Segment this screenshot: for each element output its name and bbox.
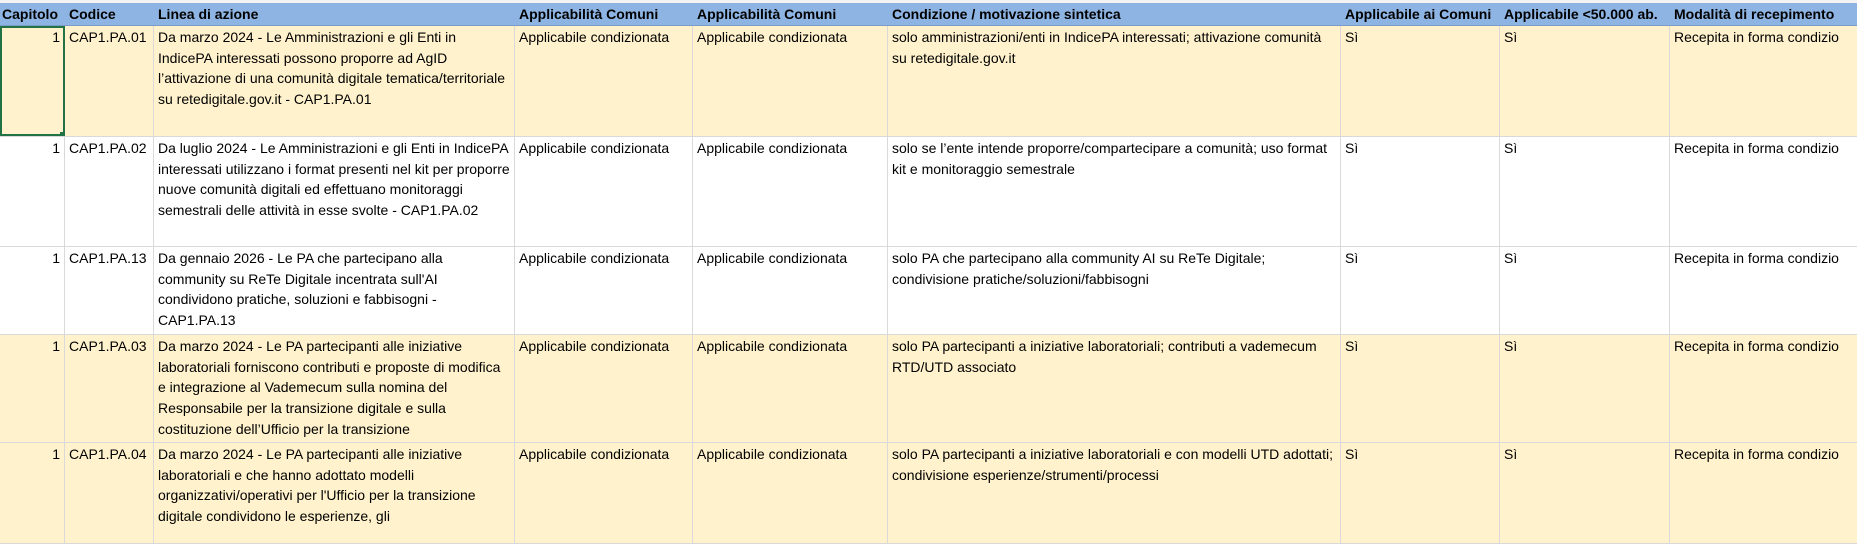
cell-applicabilita-comuni[interactable]: Applicabile condizionata [515, 335, 693, 442]
column-header-modalita-recepimento[interactable]: Modalità di recepimento [1670, 3, 1857, 25]
cell-codice[interactable]: CAP1.PA.02 [65, 137, 154, 246]
cell-applicabile-50000[interactable]: Sì [1500, 26, 1670, 136]
cell-capitolo[interactable]: 1 [0, 26, 65, 136]
cell-applicabilita-comuni-2[interactable]: Applicabile condizionata [693, 247, 888, 334]
cell-applicabile-50000[interactable]: Sì [1500, 137, 1670, 246]
column-header-applicabilita-comuni-2[interactable]: Applicabilità Comuni [693, 3, 888, 25]
cell-condizione[interactable]: solo se l’ente intende proporre/compartecipare a comunità; uso format kit e monitoraggio semestrale [888, 137, 1341, 246]
cell-condizione[interactable]: solo PA che partecipano alla community AI su ReTe Digitale; condivisione pratiche/soluzioni/fabbisogni [888, 247, 1341, 334]
cell-modalita-recepimento[interactable]: Recepita in forma condizio [1674, 250, 1839, 266]
cell-applicabile-ai-comuni[interactable]: Sì [1341, 335, 1500, 442]
column-header-codice[interactable]: Codice [65, 3, 154, 25]
cell-applicabilita-comuni-2[interactable]: Applicabile condizionata [693, 26, 888, 136]
cell-applicabilita-comuni-2[interactable]: Applicabile condizionata [693, 443, 888, 543]
cell-applicabile-ai-comuni[interactable]: Sì [1341, 443, 1500, 543]
fill-handle[interactable] [60, 132, 65, 136]
cell-capitolo[interactable]: 1 [0, 335, 65, 442]
column-header-applicabile-ai-comuni[interactable]: Applicabile ai Comuni [1341, 3, 1500, 25]
spreadsheet-grid[interactable] [0, 3, 1857, 544]
cell-codice[interactable]: CAP1.PA.04 [65, 443, 154, 543]
cell-applicabile-50000[interactable]: Sì [1500, 247, 1670, 334]
cell-applicabile-ai-comuni[interactable]: Sì [1341, 137, 1500, 246]
cell-applicabilita-comuni[interactable]: Applicabile condizionata [515, 137, 693, 246]
cell-linea-di-azione[interactable]: Da marzo 2024 - Le PA partecipanti alle iniziative laboratoriali forniscono contributi e proposte di modifica e integrazione al Vademecum sulla nomina del Responsabile per la transizione digitale e sulla costituzione dell’Ufficio per la transizione [154, 335, 515, 442]
cell-applicabilita-comuni[interactable]: Applicabile condizionata [515, 443, 693, 543]
table-row [0, 26, 1857, 137]
cell-linea-di-azione[interactable]: Da marzo 2024 - Le Amministrazioni e gli Enti in IndicePA interessati possono proporre ad AgID l’attivazione di una comunità digitale tematica/territoriale su retedigitale.gov.it - CAP1.PA.01 [154, 26, 515, 136]
cell-condizione[interactable]: solo PA partecipanti a iniziative laboratoriali; contributi a vademecum RTD/UTD associato [888, 335, 1341, 442]
cell-linea-di-azione[interactable]: Da marzo 2024 - Le PA partecipanti alle iniziative laboratoriali e che hanno adottato modelli organizzativi/operativi per l'Ufficio per la transizione digitale condividono le esperienze, gli [154, 443, 515, 543]
header-row [0, 3, 1857, 26]
cell-codice[interactable]: CAP1.PA.03 [65, 335, 154, 442]
cell-capitolo[interactable]: 1 [0, 247, 65, 334]
table-row [0, 443, 1857, 544]
column-header-applicabile-50000[interactable]: Applicabile <50.000 ab. [1500, 3, 1670, 25]
cell-codice[interactable]: CAP1.PA.01 [65, 26, 154, 136]
cell-applicabilita-comuni-2[interactable]: Applicabile condizionata [693, 137, 888, 246]
cell-applicabile-50000[interactable]: Sì [1500, 335, 1670, 442]
cell-linea-di-azione[interactable]: Da gennaio 2026 - Le PA che partecipano alla community su ReTe Digitale incentrata sull'AI condividono pratiche, soluzioni e fabbisogni - CAP1.PA.13 [154, 247, 515, 334]
table-row [0, 335, 1857, 443]
cell-capitolo[interactable]: 1 [0, 137, 65, 246]
cell-applicabile-ai-comuni[interactable]: Sì [1341, 247, 1500, 334]
column-header-applicabilita-comuni[interactable]: Applicabilità Comuni [515, 3, 693, 25]
column-header-linea-di-azione[interactable]: Linea di azione [154, 3, 515, 25]
cell-applicabilita-comuni-2[interactable]: Applicabile condizionata [693, 335, 888, 442]
cell-codice[interactable]: CAP1.PA.13 [65, 247, 154, 334]
cell-condizione[interactable]: solo amministrazioni/enti in IndicePA interessati; attivazione comunità su retedigitale.gov.it [888, 26, 1341, 136]
cell-condizione[interactable]: solo PA partecipanti a iniziative laboratoriali e con modelli UTD adottati; condivisione esperienze/strumenti/processi [888, 443, 1341, 543]
cell-applicabilita-comuni[interactable]: Applicabile condizionata [515, 26, 693, 136]
cell-modalita-recepimento[interactable]: Recepita in forma condizio [1674, 338, 1839, 354]
cell-linea-di-azione[interactable]: Da luglio 2024 - Le Amministrazioni e gli Enti in IndicePA interessati utilizzano i format presenti nel kit per proporre nuove comunità digitali ed effettuano monitoraggi semestrali delle attività in esse svolte - CAP1.PA.02 [154, 137, 515, 246]
table-row [0, 137, 1857, 247]
cell-applicabile-ai-comuni[interactable]: Sì [1341, 26, 1500, 136]
cell-applicabile-50000[interactable]: Sì [1500, 443, 1670, 543]
cell-modalita-recepimento[interactable]: Recepita in forma condizio [1674, 29, 1839, 45]
cell-capitolo[interactable]: 1 [0, 443, 65, 543]
column-header-condizione[interactable]: Condizione / motivazione sintetica [888, 3, 1341, 25]
cell-modalita-recepimento[interactable]: Recepita in forma condizio [1674, 140, 1839, 156]
cell-modalita-recepimento[interactable]: Recepita in forma condizio [1674, 446, 1839, 462]
column-header-capitolo[interactable]: Capitolo [0, 3, 65, 25]
cell-applicabilita-comuni[interactable]: Applicabile condizionata [515, 247, 693, 334]
table-row [0, 247, 1857, 335]
